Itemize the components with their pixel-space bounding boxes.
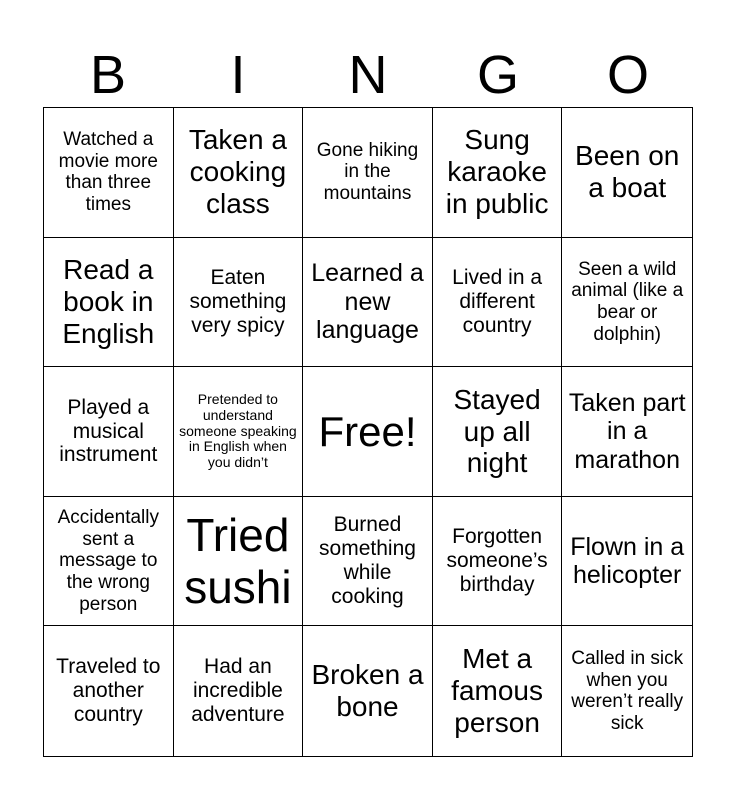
- bingo-cell[interactable]: [174, 626, 304, 756]
- bingo-cell[interactable]: [433, 367, 563, 497]
- bingo-cell[interactable]: [174, 108, 304, 238]
- header-letter-i: I: [230, 45, 246, 105]
- cell-text: Tried sushi: [184, 508, 292, 614]
- bingo-cell[interactable]: [433, 626, 563, 756]
- cell-text: Gone hiking in the mountains: [316, 139, 419, 205]
- bingo-cell[interactable]: [303, 238, 433, 368]
- cell-text: Seen a wild animal (like a bear or dolphin): [571, 258, 684, 345]
- bingo-cell[interactable]: [562, 626, 692, 756]
- cell-text: Traveled to another country: [56, 655, 161, 727]
- bingo-header: [43, 44, 693, 106]
- bingo-cell[interactable]: [44, 108, 174, 238]
- cell-text: Been on a boat: [575, 140, 680, 204]
- bingo-board: [43, 107, 693, 757]
- cell-text: Accidentally sent a message to the wrong person: [57, 506, 159, 615]
- bingo-cell[interactable]: [44, 238, 174, 368]
- cell-text: Pretended to understand someone speaking in English when you didn’t: [179, 390, 297, 471]
- header-letter-o: O: [606, 45, 649, 105]
- cell-text: Taken a cooking class: [188, 124, 287, 220]
- cell-text: Broken a bone: [311, 659, 424, 723]
- bingo-cell[interactable]: [433, 238, 563, 368]
- header-letter-b: B: [89, 45, 127, 105]
- cell-text: Taken part in a marathon: [568, 388, 686, 474]
- cell-text: Sung karaoke in public: [445, 124, 549, 220]
- bingo-cell[interactable]: [303, 497, 433, 627]
- bingo-cell[interactable]: [433, 497, 563, 627]
- bingo-cell[interactable]: [562, 497, 692, 627]
- bingo-cell[interactable]: [562, 238, 692, 368]
- bingo-cell[interactable]: [44, 367, 174, 497]
- cell-text: Played a musical instrument: [59, 395, 158, 467]
- bingo-cell[interactable]: [433, 108, 563, 238]
- bingo-cell[interactable]: [303, 626, 433, 756]
- header-letter-n: N: [348, 45, 388, 105]
- cell-text: Met a famous person: [451, 643, 543, 739]
- bingo-cell[interactable]: [562, 108, 692, 238]
- cell-text: Learned a new language: [311, 259, 424, 345]
- header-letter-g: G: [476, 45, 519, 105]
- cell-text: Flown in a helicopter: [570, 532, 685, 590]
- cell-text: Watched a movie more than three times: [58, 128, 158, 215]
- bingo-cell[interactable]: [44, 626, 174, 756]
- cell-text: Free!: [318, 407, 417, 455]
- cell-text: Eaten something very spicy: [189, 265, 287, 337]
- cell-text: Read a book in English: [62, 254, 155, 349]
- bingo-cell[interactable]: [174, 238, 304, 368]
- cell-text: Called in sick when you weren’t really sick: [571, 647, 684, 734]
- cell-text: Stayed up all night: [453, 383, 541, 479]
- bingo-cell[interactable]: [174, 497, 304, 627]
- bingo-cell[interactable]: [562, 367, 692, 497]
- cell-text: Forgotten someone’s birthday: [446, 525, 548, 597]
- bingo-cell[interactable]: [174, 367, 304, 497]
- bingo-cell[interactable]: [44, 497, 174, 627]
- cell-text: Had an incredible adventure: [191, 655, 285, 727]
- bingo-cell-free[interactable]: [303, 367, 433, 497]
- cell-text: Burned something while cooking: [319, 513, 416, 609]
- cell-text: Lived in a different country: [452, 265, 543, 337]
- bingo-cell[interactable]: [303, 108, 433, 238]
